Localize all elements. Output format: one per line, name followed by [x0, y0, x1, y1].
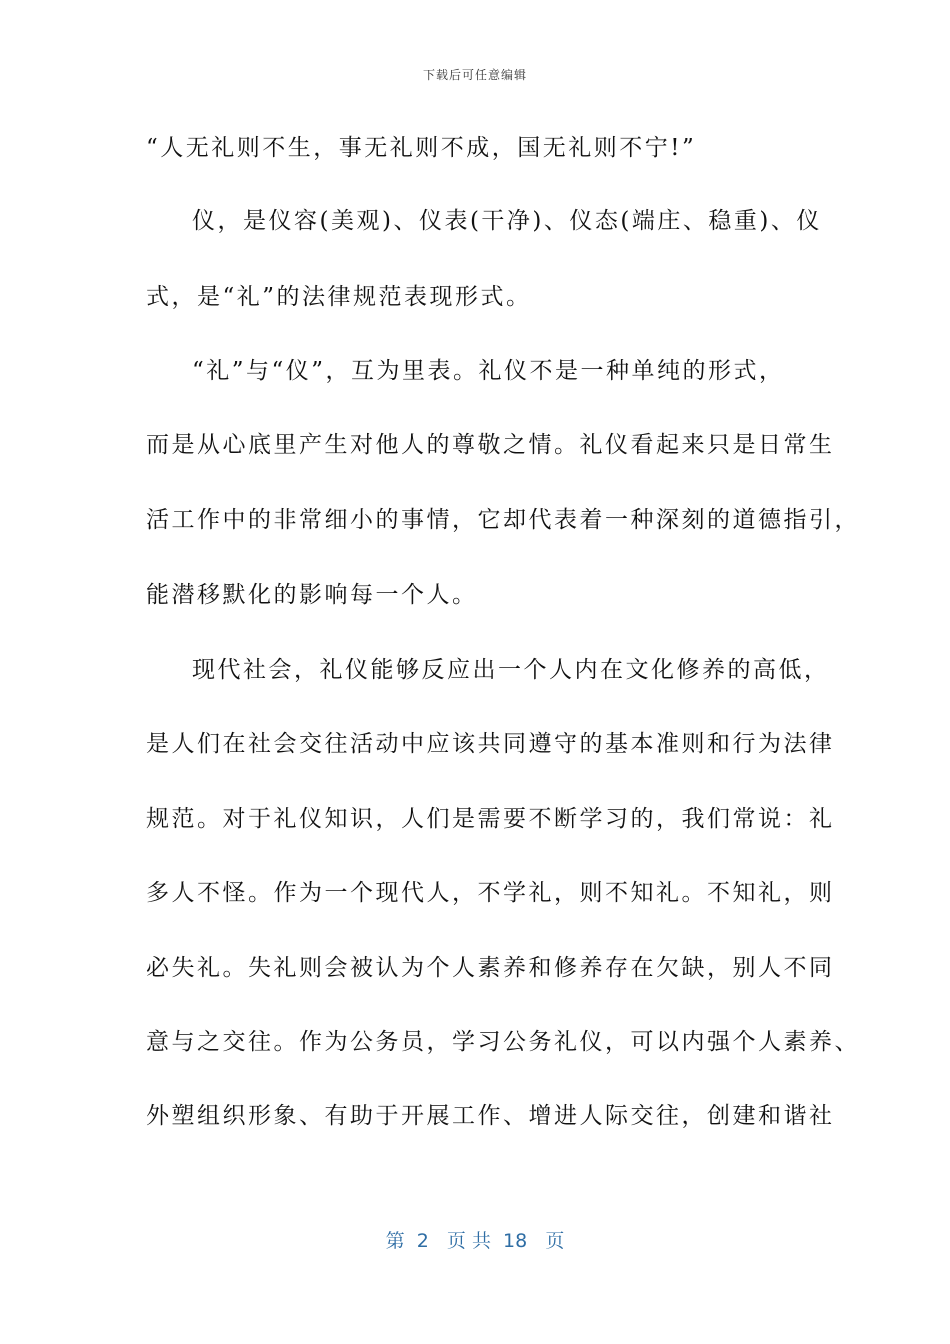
text-line-2: 仪，是仪容(美观)、仪表(干净)、仪态(端庄、稳重)、仪 — [192, 208, 822, 234]
text-line-9: 是人们在社会交往活动中应该共同遵守的基本准则和行为法律 — [146, 731, 835, 757]
text-line-4: “礼”与“仪”，互为里表。礼仪不是一种单纯的形式， — [192, 358, 785, 384]
text-line-13: 意与之交往。作为公务员，学习公务礼仪，可以内强个人素养、 — [146, 1029, 860, 1055]
text-line-14: 外塑组织形象、有助于开展工作、增进人际交往，创建和谐社 — [146, 1103, 835, 1129]
text-line-12: 必失礼。失礼则会被认为个人素养和修养存在欠缺，别人不同 — [146, 955, 835, 981]
text-line-7: 能潜移默化的影响每一个人。 — [146, 582, 478, 608]
text-line-6: 活工作中的非常细小的事情，它却代表着一种深刻的道德指引， — [146, 507, 860, 533]
text-line-5: 而是从心底里产生对他人的尊敬之情。礼仪看起来只是日常生 — [146, 432, 835, 458]
page-header-note: 下载后可任意编辑 — [422, 68, 527, 82]
text-line-1: “人无礼则不生，事无礼则不成，国无礼则不宁!” — [146, 135, 697, 161]
page-number-footer: 第 2 页 共 18 页 — [385, 1230, 565, 1252]
text-line-3: 式，是“礼”的法律规范表现形式。 — [146, 284, 532, 310]
text-line-11: 多人不怪。作为一个现代人，不学礼，则不知礼。不知礼，则 — [146, 880, 835, 906]
text-line-8: 现代社会，礼仪能够反应出一个人内在文化修养的高低， — [192, 657, 830, 683]
text-line-10: 规范。对于礼仪知识，人们是需要不断学习的，我们常说：礼 — [146, 806, 835, 832]
